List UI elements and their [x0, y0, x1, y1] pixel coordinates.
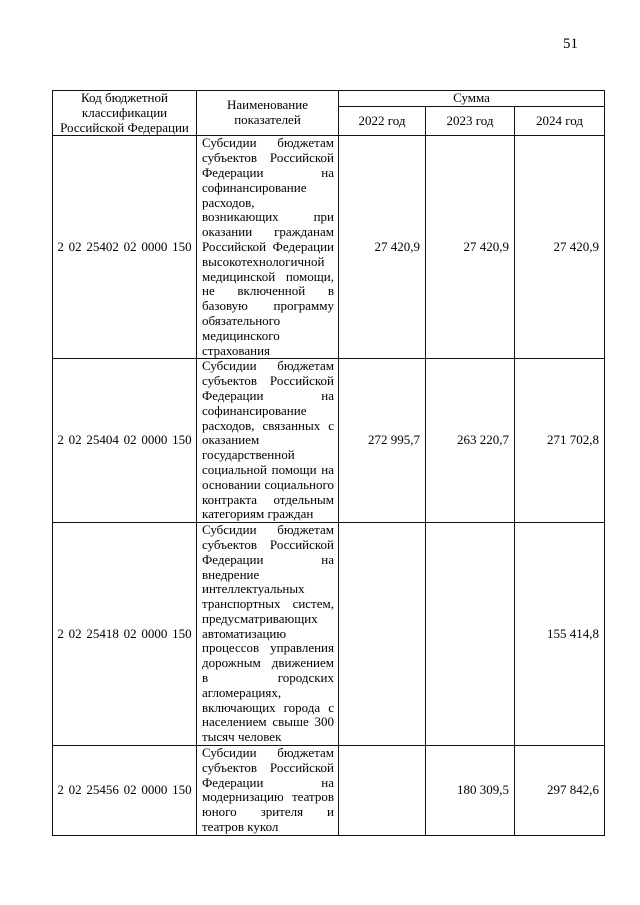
indicator-name-word: предусматривающих: [202, 610, 318, 626]
amount-2023: 180 309,5: [426, 746, 515, 836]
indicator-name-line: [202, 568, 334, 583]
table-body: [53, 136, 605, 835]
indicator-name-line: [202, 404, 334, 419]
indicator-name-line: [202, 284, 334, 299]
indicator-name-line: [202, 151, 334, 166]
budget-code: 2 02 25402 02 0000 150: [53, 136, 197, 359]
indicator-name-word: на: [321, 164, 334, 180]
indicator-name-word: Российской: [269, 759, 334, 775]
code-column-header: [53, 91, 197, 136]
indicator-name-line: [202, 507, 334, 522]
indicator-name-word: софинансирование: [202, 402, 307, 418]
indicator-name-word: софинансирование: [202, 179, 307, 195]
indicator-name-word: включающих: [202, 699, 276, 715]
indicator-name-word: медицинского: [202, 327, 280, 343]
indicator-name-line: [202, 790, 334, 805]
indicator-name-word: помощи,: [285, 268, 334, 284]
indicator-name-word: гражданам: [274, 224, 334, 240]
indicator-name-line: [202, 478, 334, 493]
indicator-name-line: [202, 419, 334, 434]
indicator-name-word: включенной: [237, 283, 306, 299]
indicator-name-line: [202, 299, 334, 314]
indicator-name-word: субъектов: [202, 759, 258, 775]
indicator-name-word: бюджетам: [277, 522, 334, 538]
indicator-name-word: при: [313, 209, 334, 225]
indicator-name-line: [202, 493, 334, 508]
amount-2023: 263 220,7: [426, 359, 515, 523]
indicator-name-word: государственной: [202, 447, 295, 463]
indicator-name-word: дорожным: [202, 655, 261, 671]
indicator-name-word: Субсидии: [202, 522, 257, 538]
indicator-name-word: обязательного: [202, 312, 281, 328]
indicator-name-word: Субсидии: [202, 135, 257, 151]
indicator-name-word: на: [321, 551, 334, 567]
code-header-line: классификации: [81, 104, 168, 120]
indicator-name-word: Российской: [269, 150, 334, 166]
budget-table: [52, 90, 605, 836]
budget-code: 2 02 25456 02 0000 150: [53, 746, 197, 836]
indicator-name-word: с: [328, 417, 334, 433]
indicator-name-line: [202, 776, 334, 791]
indicator-name-word: движением: [271, 655, 334, 671]
indicator-name-word: города: [283, 699, 321, 715]
indicator-name-word: расходов,: [202, 194, 255, 210]
header-row: [53, 91, 605, 107]
indicator-name-word: основании: [202, 476, 261, 492]
indicator-name-word: оказании: [202, 224, 253, 240]
amount-2024: 27 420,9: [515, 136, 605, 359]
indicator-name-word: интеллектуальных: [202, 581, 305, 597]
name-column-header: [197, 91, 339, 136]
year-2023-header: 2023 год: [426, 107, 515, 136]
indicator-name-line: [202, 656, 334, 671]
indicator-name-word: Российской: [269, 373, 334, 389]
indicator-name-word: на: [321, 774, 334, 790]
amount-2023: [426, 523, 515, 746]
indicator-name-word: зрителя: [260, 804, 304, 820]
indicator-name-word: социальной: [202, 461, 267, 477]
indicator-name-line: [202, 641, 334, 656]
indicator-name-word: на: [321, 387, 334, 403]
indicator-name-line: [202, 715, 334, 730]
indicator-name-word: внедрение: [202, 566, 260, 582]
indicator-name-word: оказанием: [202, 432, 260, 448]
amount-2022: [339, 523, 426, 746]
indicator-name-word: контракта: [202, 491, 257, 507]
indicator-name-word: субъектов: [202, 373, 258, 389]
table-header: [53, 91, 605, 136]
indicator-name-word: программу: [273, 298, 334, 314]
indicator-name-line: [202, 344, 334, 359]
indicator-name-word: не: [202, 283, 215, 299]
amount-2024: 297 842,6: [515, 746, 605, 836]
indicator-name-word: агломерациях,: [202, 684, 282, 700]
indicator-name-word: Федерации: [202, 387, 264, 403]
indicator-name-cell: [197, 746, 339, 836]
indicator-name-line: [202, 166, 334, 181]
indicator-name-line: [202, 255, 334, 270]
indicator-name-word: Российской: [269, 536, 334, 552]
indicator-name-line: [202, 389, 334, 404]
indicator-name-word: связанных: [262, 417, 321, 433]
indicator-name-line: [202, 686, 334, 701]
indicator-name-line: [202, 746, 334, 761]
indicator-name-word: в: [202, 670, 209, 686]
indicator-name-word: бюджетам: [277, 358, 334, 374]
indicator-name-word: населением: [202, 714, 267, 730]
page-number: 51: [563, 36, 578, 52]
indicator-name-word: бюджетам: [277, 135, 334, 151]
indicator-name-word: с: [328, 699, 334, 715]
indicator-name-word: расходов,: [202, 417, 255, 433]
indicator-name-line: [202, 597, 334, 612]
code-header-line: Российской Федерации: [60, 119, 189, 135]
indicator-name-word: медицинской: [202, 268, 276, 284]
indicator-name-line: [202, 270, 334, 285]
table-row: [53, 746, 605, 836]
indicator-name-line: [202, 463, 334, 478]
indicator-name-line: [202, 433, 334, 448]
indicator-name-line: [202, 761, 334, 776]
indicator-name-word: процессов: [202, 640, 260, 656]
indicator-name-line: [202, 820, 334, 835]
indicator-name-word: управления: [270, 640, 334, 656]
indicator-name-line: [202, 359, 334, 374]
budget-code: 2 02 25418 02 0000 150: [53, 523, 197, 746]
indicator-name-line: [202, 523, 334, 538]
indicator-name-line: [202, 582, 334, 597]
indicator-name-word: страхования: [202, 342, 271, 358]
indicator-name-line: [202, 329, 334, 344]
indicator-name-word: театров: [202, 819, 245, 835]
indicator-name-word: и: [327, 804, 334, 820]
indicator-name-line: [202, 553, 334, 568]
table-row: [53, 523, 605, 746]
indicator-name-cell: [197, 136, 339, 359]
indicator-name-word: человек: [237, 729, 282, 745]
name-header-line: Наименование: [227, 97, 308, 113]
indicator-name-word: субъектов: [202, 536, 258, 552]
indicator-name-line: [202, 701, 334, 716]
indicator-name-line: [202, 805, 334, 820]
indicator-name-word: отдельным: [273, 491, 334, 507]
indicator-name-word: транспортных: [202, 596, 281, 612]
indicator-name-word: 300: [314, 714, 334, 730]
indicator-name-word: базовую: [202, 298, 248, 314]
indicator-name-word: социального: [264, 476, 334, 492]
indicator-name-line: [202, 448, 334, 463]
indicator-name-line: [202, 225, 334, 240]
indicator-name-line: [202, 210, 334, 225]
amount-2023: 27 420,9: [426, 136, 515, 359]
indicator-name-line: [202, 196, 334, 211]
indicator-name-line: [202, 538, 334, 553]
indicator-name-word: Российской: [202, 238, 267, 254]
indicator-name-line: [202, 374, 334, 389]
indicator-name-word: свыше: [272, 714, 309, 730]
code-header-line: Код бюджетной: [81, 90, 168, 105]
indicator-name-line: [202, 136, 334, 151]
indicator-name-word: возникающих: [202, 209, 279, 225]
indicator-name-word: высокотехнологичной: [202, 253, 325, 269]
indicator-name-line: [202, 314, 334, 329]
indicator-name-line: [202, 181, 334, 196]
indicator-name-word: Федерации: [272, 238, 334, 254]
indicator-name-word: в: [327, 283, 334, 299]
amount-2022: 272 995,7: [339, 359, 426, 523]
amount-2022: 27 420,9: [339, 136, 426, 359]
amount-2024: 271 702,8: [515, 359, 605, 523]
indicator-name-word: модернизацию: [202, 789, 284, 805]
indicator-name-word: Федерации: [202, 164, 264, 180]
indicator-name-line: [202, 240, 334, 255]
indicator-name-word: Субсидии: [202, 745, 257, 761]
indicator-name-word: кукол: [247, 819, 279, 835]
indicator-name-word: бюджетам: [277, 745, 334, 761]
indicator-name-word: категориям: [202, 506, 265, 522]
indicator-name-line: [202, 671, 334, 686]
indicator-name-cell: [197, 523, 339, 746]
indicator-name-word: систем,: [292, 596, 334, 612]
amount-2024: 155 414,8: [515, 523, 605, 746]
year-2022-header: 2022 год: [339, 107, 426, 136]
indicator-name-word: субъектов: [202, 150, 258, 166]
indicator-name-word: театров: [291, 789, 334, 805]
indicator-name-word: автоматизацию: [202, 625, 287, 641]
indicator-name-word: на: [321, 461, 334, 477]
indicator-name-line: [202, 612, 334, 627]
indicator-name-word: Субсидии: [202, 358, 257, 374]
budget-code: 2 02 25404 02 0000 150: [53, 359, 197, 523]
amount-2022: [339, 746, 426, 836]
table-row: [53, 359, 605, 523]
indicator-name-word: помощи: [271, 461, 317, 477]
indicator-name-word: граждан: [267, 506, 314, 522]
indicator-name-word: Федерации: [202, 551, 264, 567]
indicator-name-word: юного: [202, 804, 237, 820]
indicator-name-line: [202, 627, 334, 642]
indicator-name-word: городских: [277, 670, 334, 686]
indicator-name-word: тысяч: [202, 729, 235, 745]
indicator-name-line: [202, 730, 334, 745]
name-header-line: показателей: [234, 112, 301, 128]
indicator-name-cell: [197, 359, 339, 523]
table-row: [53, 136, 605, 359]
year-2024-header: 2024 год: [515, 107, 605, 136]
indicator-name-word: Федерации: [202, 774, 264, 790]
sum-column-header: Сумма: [339, 91, 605, 107]
